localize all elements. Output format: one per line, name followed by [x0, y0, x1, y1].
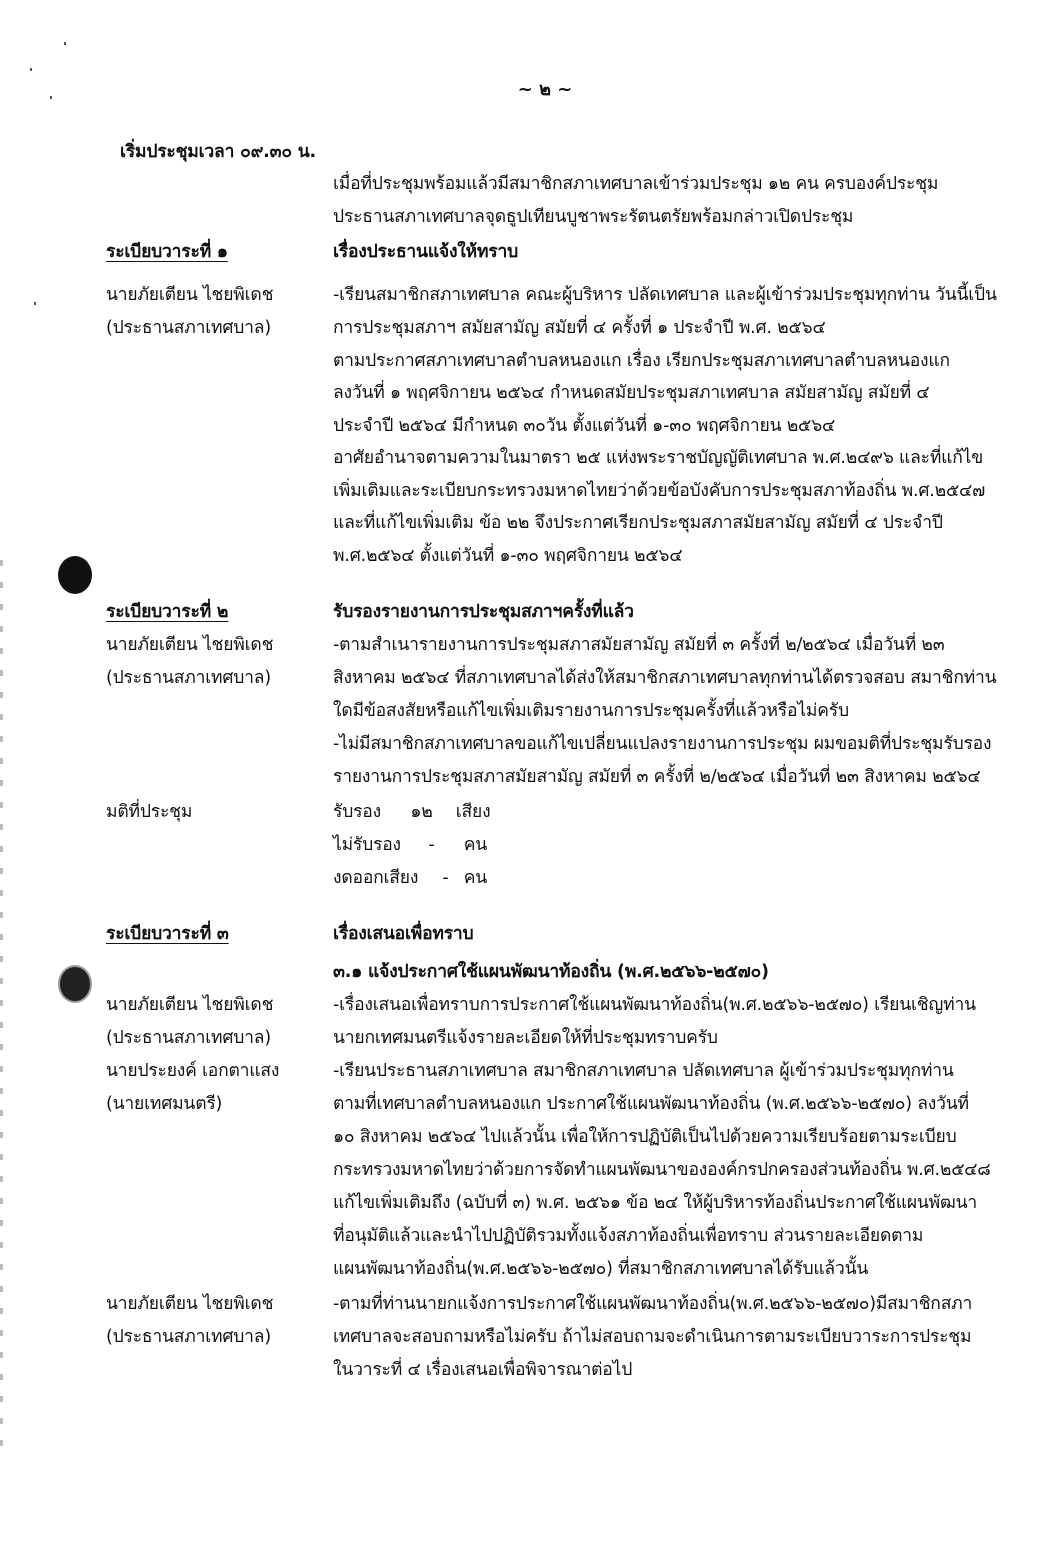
agenda3-speaker-name: นายภัยเตียน ไชยพิเดช	[106, 1294, 274, 1314]
agenda1-line: อาศัยอำนาจตามความในมาตรา ๒๕ แห่งพระราชบัญญัติเทศบาล พ.ศ.๒๔๙๖ และที่แก้ไข	[333, 448, 984, 468]
start-time: เริ่มประชุมเวลา ๐๙.๓๐ น.	[120, 142, 316, 162]
vote-unit: เสียง	[455, 802, 491, 822]
agenda3-line: เทศบาลจะสอบถามหรือไม่ครับ ถ้าไม่สอบถามจะดำเนินการตามระเบียบวาระการประชุม	[333, 1327, 972, 1347]
agenda2-heading: ระเบียบวาระที่ ๒	[106, 602, 229, 622]
agenda3-speaker-name: นายภัยเตียน ไชยพิเดช	[106, 995, 274, 1015]
scan-speck	[34, 302, 36, 305]
scan-edge-marks	[0, 560, 3, 1460]
opening-line: เมื่อที่ประชุมพร้อมแล้วมีสมาชิกสภาเทศบาลเข้าร่วมประชุม ๑๒ คน ครบองค์ประชุม	[333, 174, 939, 194]
agenda1-line: ตามประกาศสภาเทศบาลตำบลหนองแก เรื่อง เรียกประชุมสภาเทศบาลตำบลหนองแก	[333, 351, 950, 371]
vote-count: ๑๒	[410, 802, 433, 822]
agenda3-speaker-role: (ประธานสภาเทศบาล)	[106, 1028, 271, 1048]
vote-row	[333, 833, 487, 857]
agenda3-heading: ระเบียบวาระที่ ๓	[106, 924, 229, 944]
agenda1-line: ประจำปี ๒๕๖๔ มีกำหนด ๓๐วัน ตั้งแต่วันที่ ๑-๓๐ พฤศจิกายน ๒๕๖๔	[333, 416, 836, 436]
opening-line: ประธานสภาเทศบาลจุดธูปเทียนบูชาพระรัตนตรัยพร้อมกล่าวเปิดประชุม	[333, 207, 854, 227]
agenda2-line: ใดมีข้อสงสัยหรือแก้ไขเพิ่มเติมรายงานการประชุมครั้งที่แล้วหรือไม่ครับ	[333, 701, 849, 721]
agenda1-line: การประชุมสภาฯ สมัยสามัญ สมัยที่ ๔ ครั้งที่ ๑ ประจำปี พ.ศ. ๒๕๖๔	[333, 318, 826, 338]
vote-unit: คน	[463, 868, 488, 888]
agenda1-line: เพิ่มเติมและระเบียบกระทรวงมหาดไทยว่าด้วยข้อบังคับการประชุมสภาท้องถิ่น พ.ศ.๒๕๔๗	[333, 481, 986, 501]
page-number: ~ ๒ ~	[517, 79, 573, 100]
agenda3-line: แผนพัฒนาท้องถิ่น(พ.ศ.๒๕๖๖-๒๕๗๐) ที่สมาชิกสภาเทศบาลได้รับแล้วนั้น	[333, 1259, 869, 1279]
agenda3-line: นายกเทศมนตรีแจ้งรายละเอียดให้ที่ประชุมทราบครับ	[333, 1028, 718, 1048]
vote-count: -	[442, 868, 449, 888]
agenda1-line: พ.ศ.๒๕๖๔ ตั้งแต่วันที่ ๑-๓๐ พฤศจิกายน ๒๕๖๔	[333, 546, 683, 566]
agenda1-line: -เรียนสมาชิกสภาเทศบาล คณะผู้บริหาร ปลัดเทศบาล และผู้เข้าร่วมประชุมทุกท่าน วันนี้เป็น	[333, 285, 997, 305]
vote-unit: คน	[463, 835, 488, 855]
resolution-label: มติที่ประชุม	[106, 802, 193, 822]
scan-speck	[30, 68, 32, 71]
vote-row	[333, 866, 487, 890]
vote-row	[333, 800, 490, 824]
agenda3-title: เรื่องเสนอเพื่อทราบ	[333, 924, 474, 944]
agenda1-speaker-role: (ประธานสภาเทศบาล)	[106, 318, 271, 338]
agenda3-line: ในวาระที่ ๔ เรื่องเสนอเพื่อพิจารณาต่อไป	[333, 1360, 633, 1380]
agenda3-line: ที่อนุมัติแล้วและนำไปปฏิบัติรวมทั้งแจ้งสภาท้องถิ่นเพื่อทราบ ส่วนรายละเอียดตาม	[333, 1226, 924, 1246]
agenda2-title: รับรองรายงานการประชุมสภาฯครั้งที่แล้ว	[333, 602, 634, 622]
agenda1-title: เรื่องประธานแจ้งให้ทราบ	[333, 242, 519, 262]
agenda3-line: -ตามที่ท่านนายกแจ้งการประกาศใช้แผนพัฒนาท้องถิ่น(พ.ศ.๒๕๖๖-๒๕๗๐)มีสมาชิกสภา	[333, 1294, 973, 1314]
agenda2-line: -ตามสำเนารายงานการประชุมสภาสมัยสามัญ สมัยที่ ๓ ครั้งที่ ๒/๒๕๖๔ เมื่อวันที่ ๒๓	[333, 635, 945, 655]
agenda3-line: แก้ไขเพิ่มเติมถึง (ฉบับที่ ๓) พ.ศ. ๒๕๖๑ ข้อ ๒๔ ให้ผู้บริหารท้องถิ่นประกาศใช้แผนพัฒนา	[333, 1193, 978, 1213]
vote-label: รับรอง	[333, 802, 381, 822]
agenda3-line: ๑๐ สิงหาคม ๒๕๖๔ ไปแล้วนั้น เพื่อให้การปฏิบัติเป็นไปด้วยความเรียบร้อยตามระเบียบ	[333, 1127, 957, 1147]
punch-hole-icon	[58, 965, 92, 1003]
vote-label: ไม่รับรอง	[333, 835, 401, 855]
agenda3-speaker-role: (นายเทศมนตรี)	[106, 1094, 223, 1114]
agenda3-line: กระทรวงมหาดไทยว่าด้วยการจัดทำแผนพัฒนาขององค์กรปกครองส่วนท้องถิ่น พ.ศ.๒๕๔๘	[333, 1160, 991, 1180]
agenda3-line: -เรื่องเสนอเพื่อทราบการประกาศใช้แผนพัฒนาท้องถิ่น(พ.ศ.๒๕๖๖-๒๕๗๐) เรียนเชิญท่าน	[333, 995, 976, 1015]
agenda3-speaker-role: (ประธานสภาเทศบาล)	[106, 1327, 271, 1347]
agenda2-speaker-role: (ประธานสภาเทศบาล)	[106, 668, 271, 688]
punch-hole-icon	[58, 556, 92, 594]
agenda1-line: และที่แก้ไขเพิ่มเติม ข้อ ๒๒ จึงประกาศเรียกประชุมสภาสมัยสามัญ สมัยที่ ๔ ประจำปี	[333, 513, 943, 533]
agenda3-speaker-name: นายประยงค์ เอกตาแสง	[106, 1061, 280, 1081]
agenda1-line: ลงวันที่ ๑ พฤศจิกายน ๒๕๖๔ กำหนดสมัยประชุมสภาเทศบาล สมัยสามัญ สมัยที่ ๔	[333, 383, 930, 403]
agenda3-subtitle: ๓.๑ แจ้งประกาศใช้แผนพัฒนาท้องถิ่น (พ.ศ.๒๕๖๖-๒๕๗๐)	[333, 962, 769, 982]
agenda1-heading: ระเบียบวาระที่ ๑	[106, 242, 228, 262]
agenda3-line: ตามที่เทศบาลตำบลหนองแก ประกาศใช้แผนพัฒนาท้องถิ่น (พ.ศ.๒๕๖๖-๒๕๗๐) ลงวันที่	[333, 1094, 969, 1114]
vote-label: งดออกเสียง	[333, 868, 419, 888]
agenda2-speaker-name: นายภัยเตียน ไชยพิเดช	[106, 635, 274, 655]
vote-count: -	[428, 835, 435, 855]
scan-speck	[64, 42, 66, 45]
agenda2-line: -ไม่มีสมาชิกสภาเทศบาลขอแก้ไขเปลี่ยนแปลงรายงานการประชุม ผมขอมติที่ประชุมรับรอง	[333, 734, 992, 754]
agenda2-line: สิงหาคม ๒๕๖๔ ที่สภาเทศบาลได้ส่งให้สมาชิกสภาเทศบาลทุกท่านได้ตรวจสอบ สมาชิกท่าน	[333, 668, 997, 688]
agenda2-line: รายงานการประชุมสภาสมัยสามัญ สมัยที่ ๓ ครั้งที่ ๒/๒๕๖๔ เมื่อวันที่ ๒๓ สิงหาคม ๒๕๖๔	[333, 767, 981, 787]
agenda3-line: -เรียนประธานสภาเทศบาล สมาชิกสภาเทศบาล ปลัดเทศบาล ผู้เข้าร่วมประชุมทุกท่าน	[333, 1061, 954, 1081]
agenda1-speaker-name: นายภัยเตียน ไชยพิเดช	[106, 285, 274, 305]
